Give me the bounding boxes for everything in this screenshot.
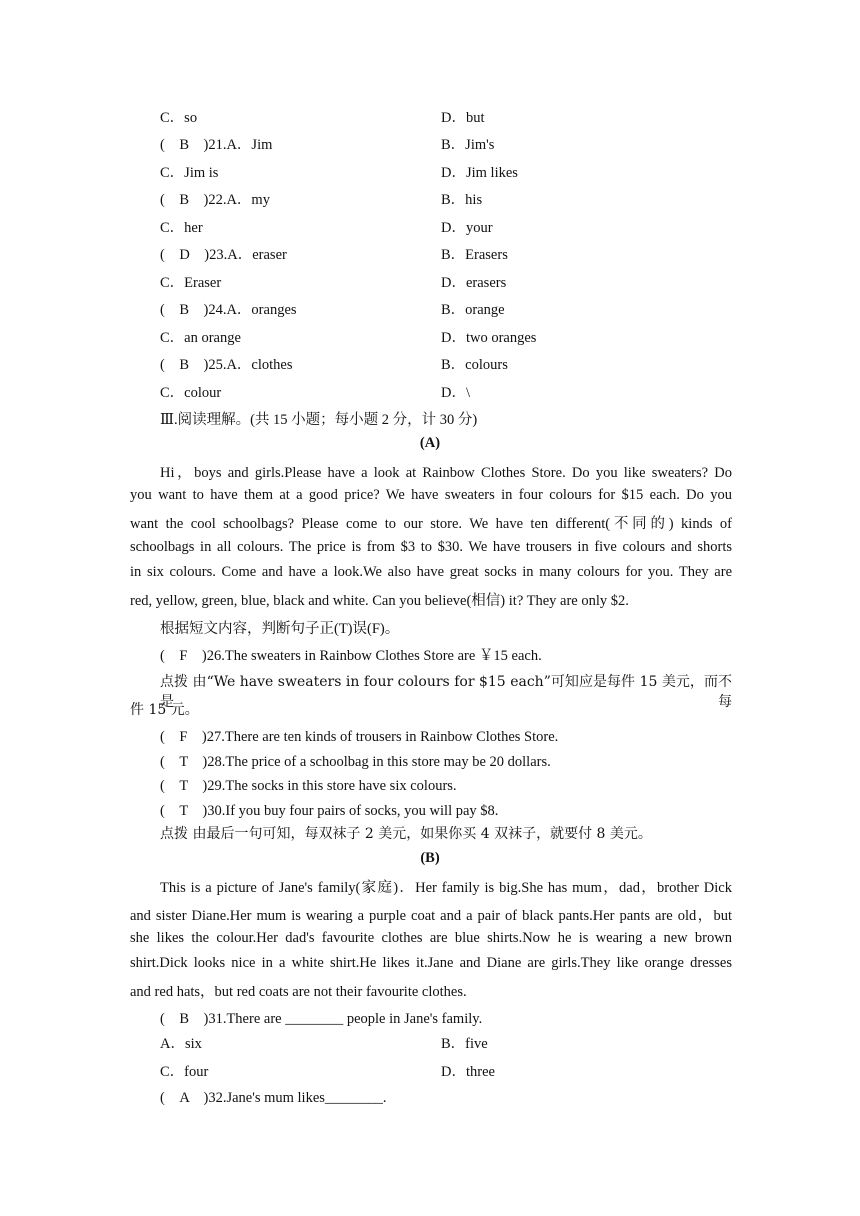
question-26: ( F )26.The sweaters in Rainbow Clothes Store are ￥15 each. xyxy=(160,648,542,664)
passage-a-line-4: schoolbags in all colours. The price is from $3 to $30. We have trousers in five colours and shorts xyxy=(130,539,732,555)
passage-a-line-6: red, yellow, green, blue, black and white. Can you believe(相信) it? They are only $2. xyxy=(130,593,629,609)
option-b-colours: B．colours xyxy=(441,357,508,373)
option-c-jim-is: C．Jim is xyxy=(160,165,219,181)
question-22: ( B )22.A．my xyxy=(160,192,270,208)
option-c-colour: C．colour xyxy=(160,385,222,401)
option-c-so: C．so xyxy=(160,110,198,126)
question-27: ( F )27.There are ten kinds of trousers in Rainbow Clothes Store. xyxy=(160,729,559,745)
question-23: ( D )23.A．eraser xyxy=(160,247,287,263)
passage-a-line-3: want the cool schoolbags? Please come to our store. We have ten different(不同的) kinds of xyxy=(130,516,732,532)
option-b-orange: B．orange xyxy=(441,302,505,318)
option-c-four: C．four xyxy=(160,1064,209,1080)
passage-b-line-3: she likes the colour.Her dad's favourite clothes are blue shirts.Now he is wearing a new brown xyxy=(130,930,732,946)
option-d-your: D．your xyxy=(441,220,493,236)
instruction: 根据短文内容，判断句子正(T)误(F)。 xyxy=(160,621,400,637)
option-d-erasers: D．erasers xyxy=(441,275,507,291)
question-25: ( B )25.A．clothes xyxy=(160,357,293,373)
passage-b-line-5: and red hats，but red coats are not their favourite clothes. xyxy=(130,984,467,1000)
option-d-jim-likes: D．Jim likes xyxy=(441,165,518,181)
question-21: ( B )21.A．Jim xyxy=(160,137,273,153)
passage-a-line-1: Hi，boys and girls.Please have a look at Rainbow Clothes Store. Do you like sweaters? Do xyxy=(160,465,732,481)
question-30: ( T )30.If you buy four pairs of socks, you will pay $8. xyxy=(160,803,499,819)
passage-a-line-5: in six colours. Come and have a look.We also have great socks in many colours for you. They are xyxy=(130,564,732,580)
passage-b-label: (B) xyxy=(420,850,440,866)
passage-a-line-2: you want to have them at a good price? We have sweaters in four colours for $15 each. Do you xyxy=(130,487,732,503)
option-a-six: A．six xyxy=(160,1036,202,1052)
option-c-eraser: C．Eraser xyxy=(160,275,222,291)
option-b-erasers: B．Erasers xyxy=(441,247,508,263)
hint-30: 点拨 由最后一句可知，每双袜子 2 美元，如果你买 4 双袜子，就要付 8 美元。 xyxy=(160,826,652,842)
passage-a-label: (A) xyxy=(419,435,441,451)
option-c-her: C．her xyxy=(160,220,203,236)
question-29: ( T )29.The socks in this store have six colours. xyxy=(160,778,457,794)
passage-b-line-4: shirt.Dick looks nice in a white shirt.He likes it.Jane and Diane are girls.They like orange dresses xyxy=(130,955,732,971)
option-b-jims: B．Jim's xyxy=(441,137,495,153)
section-title: Ⅲ.阅读理解。(共 15 小题；每小题 2 分，计 30 分) xyxy=(160,412,478,428)
option-b-five: B．five xyxy=(441,1036,488,1052)
hint-26-line-2: 件 15 元。 xyxy=(130,702,199,718)
question-24: ( B )24.A．oranges xyxy=(160,302,297,318)
option-b-his: B．his xyxy=(441,192,483,208)
passage-b-line-2: and sister Diane.Her mum is wearing a purple coat and a pair of black pants.Her pants are old，but xyxy=(130,908,732,924)
option-d-three: D．three xyxy=(441,1064,495,1080)
question-32: ( A )32.Jane's mum likes________. xyxy=(160,1090,387,1106)
question-28: ( T )28.The price of a schoolbag in this store may be 20 dollars. xyxy=(160,754,551,770)
option-d-two-oranges: D．two oranges xyxy=(441,330,537,346)
hint-26-line-1: 点拨 由“We have sweaters in four colours for $15 each”可知应是每件 15 美元，而不是每 xyxy=(160,674,732,710)
option-d-backslash: D．\ xyxy=(441,385,470,401)
question-31: ( B )31.There are ________ people in Jane's family. xyxy=(160,1011,483,1027)
option-c-an-orange: C．an orange xyxy=(160,330,241,346)
passage-b-line-1: This is a picture of Jane's family(家庭)．Her family is big.She has mum，dad，brother Dick xyxy=(160,880,732,896)
option-d-but: D．but xyxy=(441,110,485,126)
